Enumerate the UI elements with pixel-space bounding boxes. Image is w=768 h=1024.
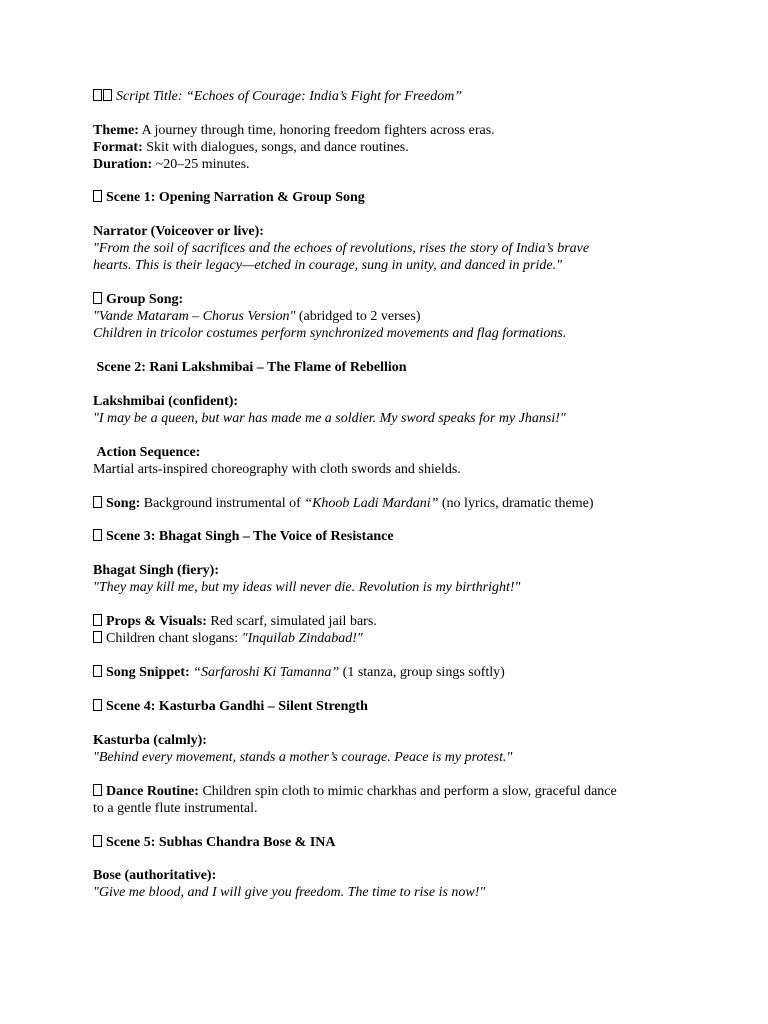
scene5-heading: Scene 5: Subhas Chandra Bose & INA xyxy=(93,834,335,851)
script-title xyxy=(93,88,462,105)
scene1-heading: Scene 1: Opening Narration & Group Song xyxy=(93,189,365,206)
scene2-song-line: Song: Background instrumental of “Khoob Ladi Mardani” (no lyrics, dramatic theme) xyxy=(93,495,594,512)
scene1-narrator-line2: hearts. This is their legacy—etched in courage, sung in unity, and danced in pride." xyxy=(93,258,562,273)
scene3-quote: "They may kill me, but my ideas will never die. Revolution is my birthright!" xyxy=(93,580,521,595)
missing-glyph-icon xyxy=(93,631,102,643)
scene5-quote: "Give me blood, and I will give you freedom. The time to rise is now!" xyxy=(93,885,486,900)
missing-glyph-icon xyxy=(93,665,102,677)
scene1-song-line: "Vande Mataram – Chorus Version" (abridged to 2 verses) xyxy=(93,309,421,324)
scene3-chant-line: Children chant slogans: "Inquilab Zindabad!" xyxy=(93,630,363,647)
title-prefix: Script Title: xyxy=(116,89,186,104)
missing-glyph-icon xyxy=(93,190,102,202)
scene3-props-line: Props & Visuals: Red scarf, simulated jail bars. xyxy=(93,613,377,630)
scene4-dance-line1: Dance Routine: Children spin cloth to mimic charkhas and perform a slow, graceful dance xyxy=(93,783,617,800)
scene4-quote: "Behind every movement, stands a mother’s courage. Peace is my protest." xyxy=(93,750,513,765)
missing-glyph-icon xyxy=(93,89,102,101)
scene4-heading: Scene 4: Kasturba Gandhi – Silent Strength xyxy=(93,698,368,715)
scene1-narrator-label: Narrator (Voiceover or live): xyxy=(93,224,264,239)
scene2-action-label: Action Sequence: xyxy=(96,445,201,460)
scene3-heading: Scene 3: Bhagat Singh – The Voice of Resistance xyxy=(93,528,394,545)
missing-glyph-icon xyxy=(93,614,102,626)
missing-glyph-icon xyxy=(93,529,102,541)
scene4-speaker: Kasturba (calmly): xyxy=(93,733,207,748)
scene3-speaker: Bhagat Singh (fiery): xyxy=(93,563,219,578)
format-line: Format: Skit with dialogues, songs, and dance routines. xyxy=(93,140,409,155)
missing-glyph-icon xyxy=(93,784,102,796)
scene5-speaker: Bose (authoritative): xyxy=(93,868,217,883)
missing-glyph-icon xyxy=(93,496,102,508)
missing-glyph-icon xyxy=(103,89,112,101)
title-value: “Echoes of Courage: India’s Fight for Freedom” xyxy=(186,89,463,104)
scene1-song-desc: Children in tricolor costumes perform synchronized movements and flag formations. xyxy=(93,326,567,341)
duration-line: Duration: ~20–25 minutes. xyxy=(93,157,250,172)
missing-glyph-icon xyxy=(93,699,102,711)
scene1-song-label: Group Song: xyxy=(93,291,183,308)
missing-glyph-icon xyxy=(93,292,102,304)
scene4-dance-line2: to a gentle flute instrumental. xyxy=(93,801,258,816)
scene2-speaker: Lakshmibai (confident): xyxy=(93,394,239,409)
scene1-narrator-line1: "From the soil of sacrifices and the echoes of revolutions, rises the story of India’s brave xyxy=(93,241,590,256)
theme-line: Theme: A journey through time, honoring freedom fighters across eras. xyxy=(93,123,495,138)
scene3-snippet-line: Song Snippet: “Sarfaroshi Ki Tamanna” (1 stanza, group sings softly) xyxy=(93,664,505,681)
missing-glyph-icon xyxy=(93,835,102,847)
scene2-quote: "I may be a queen, but war has made me a soldier. My sword speaks for my Jhansi!" xyxy=(93,411,566,426)
scene2-action-desc: Martial arts-inspired choreography with cloth swords and shields. xyxy=(93,462,461,477)
scene2-heading: Scene 2: Rani Lakshmibai – The Flame of Rebellion xyxy=(96,360,407,375)
